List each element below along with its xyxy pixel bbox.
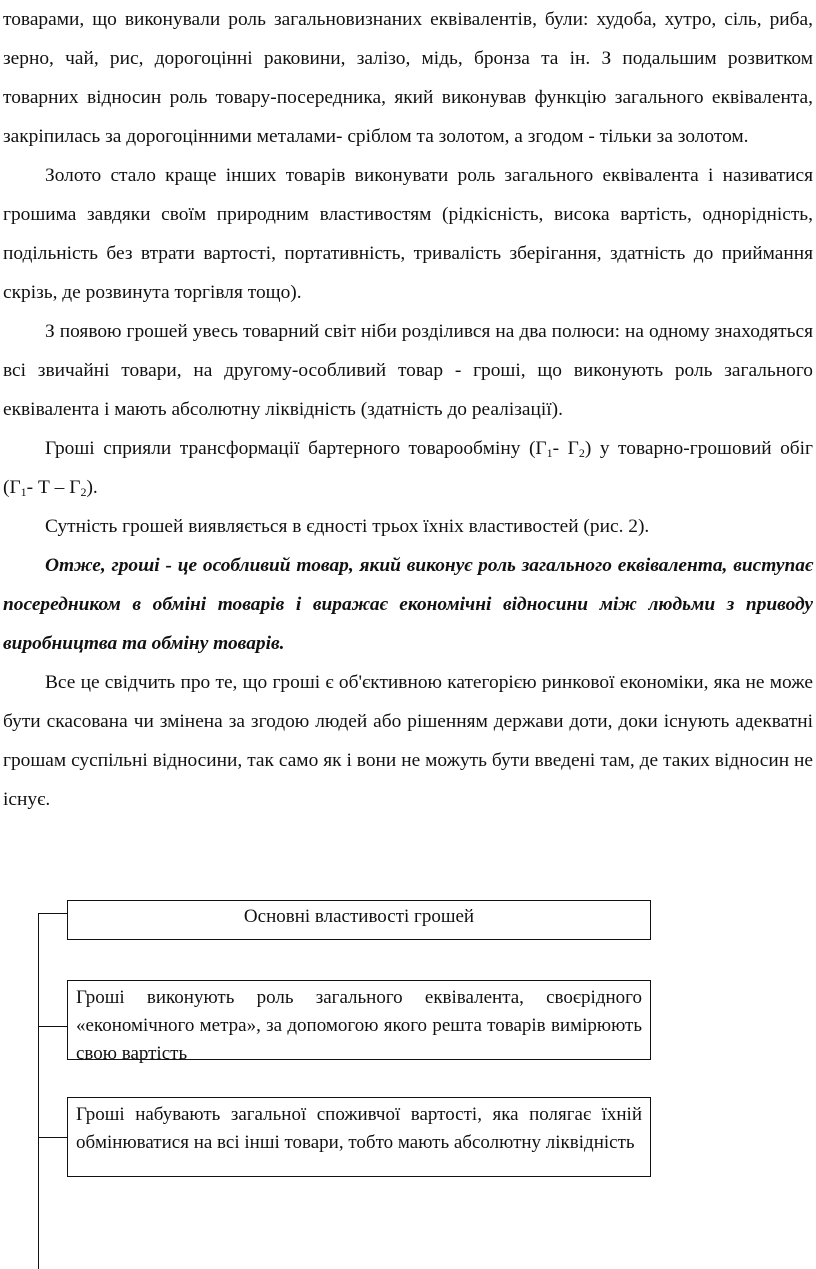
paragraph-5: Сутність грошей виявляється в єдності трьох їхніх властивостей (рис. 2). (45, 516, 650, 537)
paragraph-7: Все це свідчить про те, що гроші є об'єктивною категорією ринкової економіки, яка не може бути скасована чи змінена за згодою людей або рішенням держави доти, доки існують адекватні грошам суспільні відносини, так само як і вони не можуть бути введені там, де таких відносин не існує. (3, 672, 813, 810)
document-body (3, 0, 813, 819)
diagram-property-box-2 (67, 1097, 651, 1177)
diagram-property-text: Гроші виконують роль загального еквівалента, своєрідного «економічного метра», за допомогою якого решта товарів вимірюють свою вартість (76, 987, 642, 1064)
diagram-connector-item-2 (38, 1137, 68, 1138)
paragraph-4 (3, 429, 813, 507)
p4-text: ). (86, 477, 98, 498)
diagram-title-box (67, 900, 651, 940)
p4-text: - Г (552, 438, 579, 459)
diagram-title: Основні властивості грошей (243, 906, 475, 927)
diagram-connector-title (38, 913, 68, 914)
p4-subscript: 2 (80, 485, 87, 499)
diagram-connector-item-1 (38, 1026, 68, 1027)
diagram-property-text: Гроші набувають загальної споживчої вартості, яка полягає їхній обмінюватися на всі інші товари, тобто мають абсолютну ліквідність (76, 1104, 642, 1153)
p4-subscript: 1 (546, 446, 553, 460)
diagram-property-box-1 (67, 980, 651, 1064)
p4-text: ) у товарно-грошовий обіг (Г (3, 438, 814, 498)
p4-subscript: 2 (578, 446, 585, 460)
paragraph-2: Золото стало краще інших товарів виконувати роль загального еквівалента і називатися грошима завдяки своїм природним властивостям (рідкісність, висока вартість, однорідність, подільність без втрати вартості, портативність, тривалість зберігання, здатність до приймання скрізь, де розвинута торгівля тощо). (3, 165, 813, 303)
p4-text: Гроші сприяли трансформації бартерного товарообміну (Г (45, 438, 547, 459)
p4-text: - Т – Г (26, 477, 81, 498)
paragraph-1: товарами, що виконували роль загальновизнаних еквівалентів, були: худоба, хутро, сіль, риба, зерно, чай, рис, дорогоцінні раковини, залізо, мідь, бронза та ін. З подальшим розвитком товарних відносин роль товару-посередника, який виконував функцію загального еквівалента, закріпилась за дорогоцінними металами- сріблом та золотом, а згодом - тільки за золотом. (3, 9, 813, 147)
money-definition: Отже, гроші - це особливий товар, який виконує роль загального еквівалента, виступає посередником в обміні товарів і виражає економічні відносини між людьми з приводу виробництва та обміну товарів. (3, 555, 813, 654)
p4-subscript: 1 (20, 485, 27, 499)
paragraph-3: З появою грошей увесь товарний світ ніби розділився на два полюси: на одному знаходяться всі звичайні товари, на другому-особливий товар - гроші, що виконують роль загального еквівалента і мають абсолютну ліквідність (здатність до реалізації). (3, 321, 813, 420)
diagram-connector-vertical (38, 913, 39, 1269)
